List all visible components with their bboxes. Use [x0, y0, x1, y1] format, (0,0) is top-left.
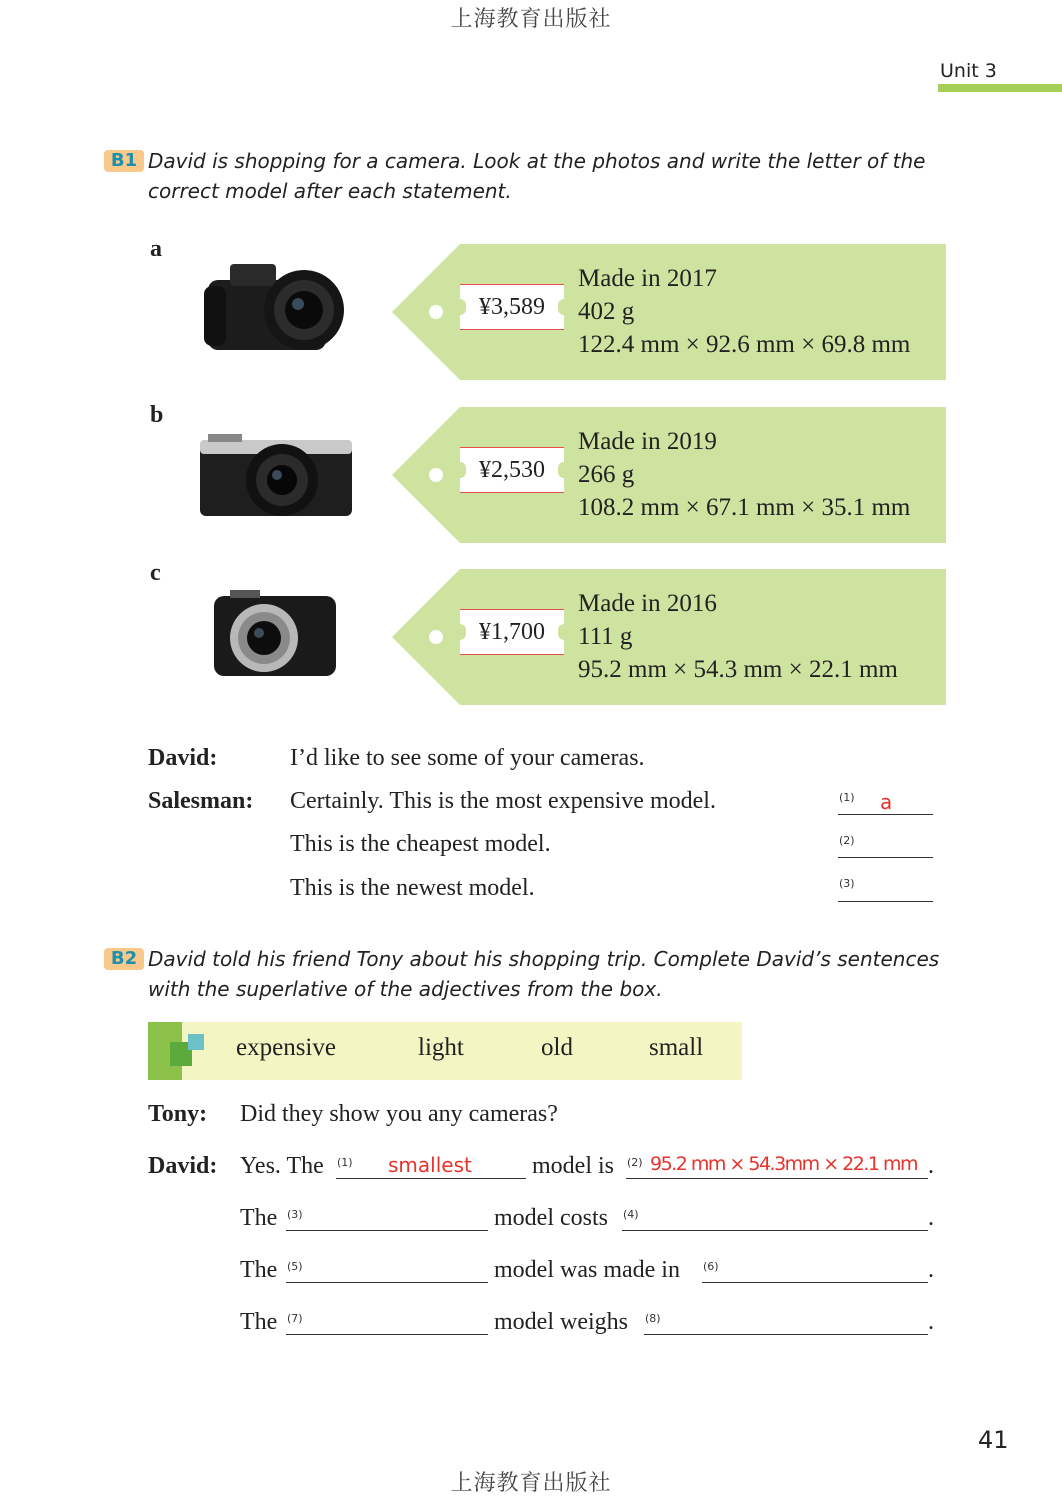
camera-a-price: ¥3,589: [460, 284, 564, 330]
b1-instruction: David is shopping for a camera. Look at the photos and write the letter of the correct model after each statement.: [148, 149, 926, 203]
b2-blank-6-number: (6): [703, 1260, 719, 1273]
b2-badge: B2: [104, 948, 144, 970]
b2-row3-lead: The: [240, 1257, 278, 1283]
b2-tony-speaker: Tony:: [148, 1101, 208, 1127]
camera-b-price: ¥2,530: [460, 447, 564, 493]
publisher-footer: 上海教育出版社: [450, 1471, 612, 1496]
camera-a-tag: [392, 244, 946, 380]
b1-answer-1: a: [880, 790, 893, 814]
camera-c-specs: Made in 2016 111 g 95.2 mm × 54.3 mm × 22.1 mm: [578, 590, 898, 683]
b1-answer-blank-3[interactable]: [838, 875, 933, 902]
b2-answer-blank-7[interactable]: [286, 1308, 488, 1335]
b2-answer-blank-4[interactable]: [622, 1204, 928, 1231]
mirrorless-camera-icon: [196, 432, 356, 522]
b2-answer-1: smallest: [388, 1153, 472, 1177]
b2-answer-blank-5[interactable]: [286, 1256, 488, 1283]
b2-row4-mid: model weighs: [494, 1309, 628, 1335]
b1-blank-3-number: (3): [839, 877, 855, 890]
word-small: small: [649, 1034, 704, 1061]
b2-answer-blank-3[interactable]: [286, 1204, 488, 1231]
b1-salesman-line-1: Certainly. This is the most expensive model.: [290, 788, 716, 814]
b2-answer-blank-8[interactable]: [644, 1308, 928, 1335]
camera-b-specs: Made in 2019 266 g 108.2 mm × 67.1 mm × 35.1 mm: [578, 428, 911, 521]
b2-blank-1-number: (1): [337, 1156, 353, 1169]
b2-david-speaker: David:: [148, 1153, 218, 1179]
b2-row1-end: .: [928, 1153, 934, 1179]
b2-row3-end: .: [928, 1257, 934, 1283]
b2-answer-blank-6[interactable]: [702, 1256, 928, 1283]
b2-row1-lead: Yes. The: [240, 1153, 324, 1179]
b2-row2-lead: The: [240, 1205, 278, 1231]
b2-blank-7-number: (7): [287, 1312, 303, 1325]
b1-salesman-line-2: This is the cheapest model.: [290, 831, 551, 857]
b1-salesman-speaker: Salesman:: [148, 788, 254, 814]
b2-blank-8-number: (8): [645, 1312, 661, 1325]
b2-row4-lead: The: [240, 1309, 278, 1335]
b2-row1-mid: model is: [532, 1153, 614, 1179]
camera-a-letter: a: [150, 236, 162, 262]
b1-answer-blank-2[interactable]: [838, 831, 933, 858]
b2-row2-mid: model costs: [494, 1205, 608, 1231]
unit-bar: [938, 84, 1062, 92]
b2-instruction: David told his friend Tony about his shopping trip. Complete David’s sentences with the superlative of the adjectives from the box.: [148, 947, 940, 1001]
b1-badge: B1: [104, 150, 144, 172]
b1-salesman-line-3: This is the newest model.: [290, 875, 535, 901]
publisher-header: 上海教育出版社: [450, 7, 612, 32]
camera-b-letter: b: [150, 402, 164, 428]
word-expensive: expensive: [236, 1034, 336, 1061]
camera-a-specs: Made in 2017 402 g 122.4 mm × 92.6 mm × 69.8 mm: [578, 265, 911, 358]
dslr-camera-icon: [200, 250, 350, 358]
b1-blank-1-number: (1): [839, 791, 855, 804]
word-old: old: [541, 1034, 573, 1061]
b2-blank-4-number: (4): [623, 1208, 639, 1221]
compact-camera-icon: [210, 586, 340, 682]
b2-row2-end: .: [928, 1205, 934, 1231]
camera-c-letter: c: [150, 560, 161, 586]
b2-row3-mid: model was made in: [494, 1257, 680, 1283]
b1-blank-2-number: (2): [839, 834, 855, 847]
b2-answer-2: 95.2 mm × 54.3mm × 22.1 mm: [650, 1153, 918, 1175]
b2-blank-5-number: (5): [287, 1260, 303, 1273]
b2-tony-line: Did they show you any cameras?: [240, 1101, 558, 1127]
camera-b-tag: [392, 407, 946, 543]
camera-c-price: ¥1,700: [460, 609, 564, 655]
b2-row4-end: .: [928, 1309, 934, 1335]
word-box-accent-icon: [188, 1034, 204, 1050]
b2-blank-3-number: (3): [287, 1208, 303, 1221]
b1-david-line: I’d like to see some of your cameras.: [290, 745, 645, 771]
word-light: light: [418, 1034, 464, 1061]
b1-david-speaker: David:: [148, 745, 218, 771]
camera-c-tag: [392, 569, 946, 705]
page-number: 41: [978, 1426, 1009, 1454]
unit-label: Unit 3: [940, 60, 997, 82]
b2-blank-2-number: (2): [627, 1156, 643, 1169]
